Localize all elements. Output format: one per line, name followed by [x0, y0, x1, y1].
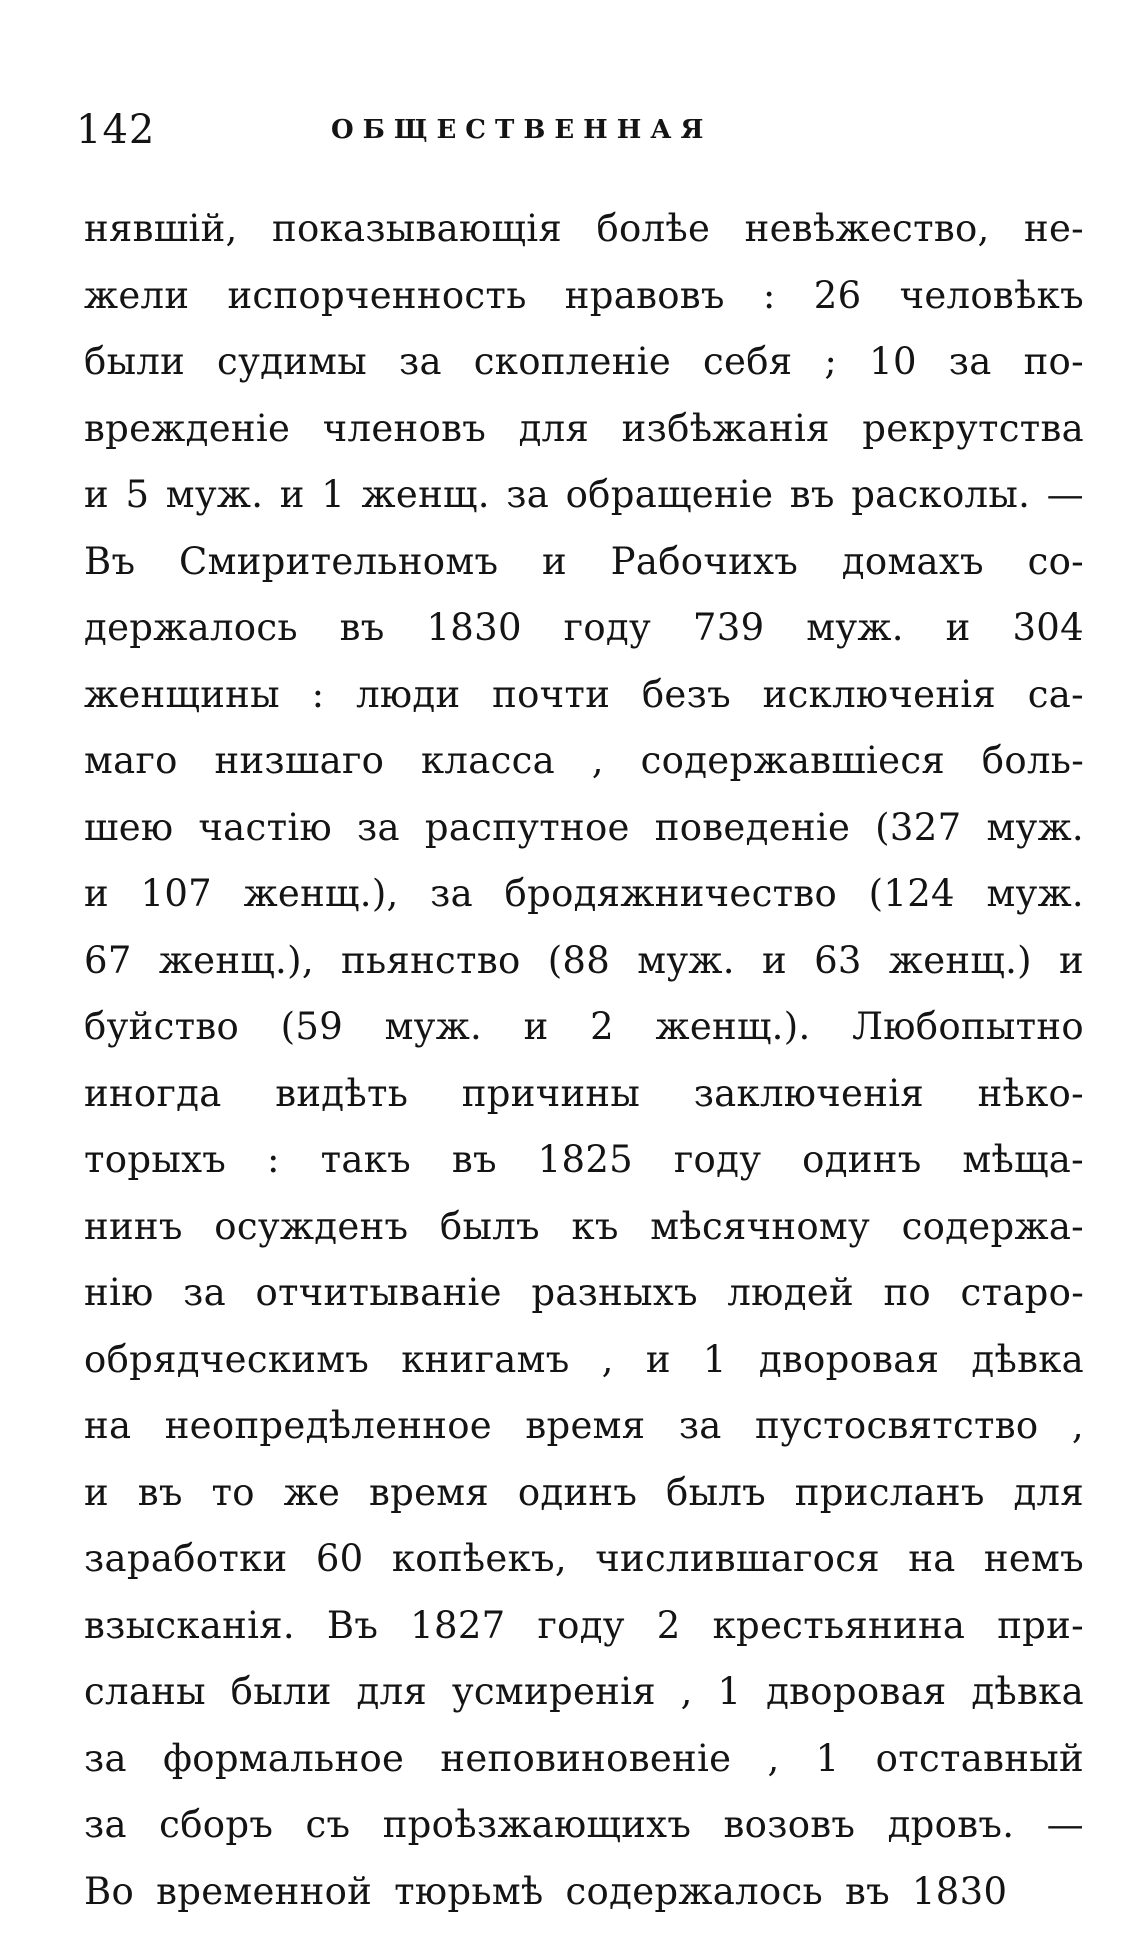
word: женщ.),	[158, 938, 314, 982]
word: и	[523, 1005, 549, 1048]
text-line	[84, 1726, 1084, 1793]
text-line	[84, 462, 1084, 529]
word: рекрутства	[862, 406, 1084, 450]
word: одинъ	[517, 1470, 638, 1514]
word: :	[762, 273, 776, 317]
word: причины	[461, 1071, 641, 1115]
text-line	[84, 396, 1084, 463]
running-title: ОБЩЕСТВЕННАЯ	[331, 115, 713, 145]
word: ,	[767, 1736, 780, 1780]
word: былъ	[439, 1204, 540, 1248]
word: ,	[680, 1670, 693, 1713]
word: нявшій,	[84, 207, 238, 250]
word: году	[563, 606, 652, 649]
word: Любопытно	[852, 1005, 1084, 1048]
word: дворовая	[758, 1337, 940, 1381]
word: держалось	[84, 606, 298, 649]
word: по-	[1023, 340, 1084, 383]
word: за	[183, 1271, 226, 1314]
word: 1	[717, 1670, 742, 1713]
word: 107	[140, 872, 213, 915]
word: пустосвятство	[755, 1404, 1039, 1447]
text-line	[84, 1859, 1084, 1926]
word: (59	[280, 1005, 344, 1048]
word: 63	[814, 938, 862, 982]
word: маго	[84, 739, 178, 782]
word: мѣща-	[962, 1138, 1084, 1181]
text-line	[84, 595, 1084, 662]
word: боль-	[981, 739, 1084, 782]
word: (327	[875, 805, 962, 849]
word: почти	[492, 672, 611, 716]
word: и	[1059, 938, 1084, 982]
word: 10	[869, 340, 917, 383]
text-line	[84, 1593, 1084, 1660]
word: за	[948, 340, 992, 383]
word: распутное	[424, 805, 630, 849]
text-line	[84, 1526, 1084, 1593]
word: не-	[1024, 207, 1084, 250]
word: 1	[815, 1736, 840, 1780]
word: безъ	[641, 672, 731, 716]
word: возовъ	[723, 1803, 856, 1846]
word: присланъ	[794, 1470, 985, 1514]
text-line	[84, 662, 1084, 729]
word: муж.	[637, 938, 735, 982]
word: отчитываніе	[255, 1271, 502, 1314]
word: и	[542, 539, 567, 583]
word: са-	[1027, 672, 1084, 716]
word: жели	[84, 273, 190, 317]
word: взысканія.	[84, 1603, 295, 1647]
word: усмиренія	[451, 1670, 656, 1713]
word: въ	[844, 1869, 890, 1913]
word: женщины	[84, 672, 280, 716]
word: въ	[137, 1470, 183, 1514]
word: и	[945, 606, 971, 649]
word: дровъ.	[887, 1803, 1015, 1846]
word: одинъ	[802, 1138, 922, 1181]
word: женщ.).	[655, 1005, 811, 1048]
word: разныхъ	[531, 1271, 698, 1314]
word: со-	[1027, 539, 1084, 583]
word: исключенія	[762, 672, 997, 716]
word: пьянство	[341, 938, 521, 982]
word: нію	[84, 1271, 154, 1314]
word: и	[84, 1470, 109, 1514]
text-line	[84, 728, 1084, 795]
word: женщ.),	[243, 872, 399, 915]
word: испорченность	[227, 273, 527, 317]
word: формальное	[162, 1736, 405, 1780]
word: :	[266, 1138, 280, 1181]
word: обрядческимъ	[84, 1337, 370, 1381]
word: и	[84, 872, 109, 915]
word: неповиновеніе	[440, 1736, 732, 1780]
word: въ	[451, 1138, 497, 1181]
text-line	[84, 928, 1084, 995]
word: 2	[656, 1603, 681, 1647]
page-number: 142	[76, 107, 156, 153]
text-line	[84, 329, 1084, 396]
word: избѣжанія	[621, 406, 830, 450]
word: ;	[824, 340, 838, 383]
body-text	[84, 196, 1084, 1925]
word: люди	[356, 672, 461, 716]
text-line	[84, 1460, 1084, 1527]
word: и	[279, 473, 305, 516]
word: видѣть	[275, 1071, 409, 1115]
word: (124	[868, 872, 955, 915]
word: копѣекъ,	[391, 1537, 567, 1580]
word: домахъ	[841, 539, 984, 583]
word: заключенія	[693, 1071, 924, 1115]
word: 1	[702, 1337, 727, 1381]
word: время	[368, 1470, 490, 1514]
word: тюрьмѣ	[394, 1869, 544, 1913]
word: отставный	[875, 1736, 1084, 1780]
word: 2	[590, 1005, 614, 1048]
word: :	[311, 672, 325, 716]
word: шею	[84, 805, 174, 849]
word: 60	[315, 1537, 364, 1580]
word: 26	[813, 273, 862, 317]
text-line	[84, 994, 1084, 1061]
word: за	[398, 340, 442, 383]
word: на	[84, 1404, 132, 1447]
word: мѣсячному	[650, 1204, 871, 1248]
text-line	[84, 1393, 1084, 1460]
word: за	[84, 1803, 127, 1846]
word: за	[506, 473, 550, 516]
word: Во	[84, 1869, 135, 1913]
word: 1830	[426, 606, 522, 649]
word: при-	[997, 1603, 1084, 1647]
word: году	[673, 1138, 762, 1181]
text-line	[84, 263, 1084, 330]
word: за	[356, 805, 400, 849]
word: Смирительномъ	[179, 539, 499, 583]
word: муж.	[806, 606, 904, 649]
word: 1825	[537, 1138, 634, 1181]
word: дворовая	[766, 1670, 947, 1713]
word: бродяжничество	[504, 872, 838, 915]
word: Рабочихъ	[610, 539, 799, 583]
word: для	[356, 1670, 428, 1713]
word: такъ	[320, 1138, 411, 1181]
word: судимы	[217, 340, 368, 383]
word: женщ.)	[888, 938, 1032, 982]
text-line	[84, 1127, 1084, 1194]
text-line	[84, 861, 1084, 928]
word: частію	[198, 805, 332, 849]
word: врежденіе	[84, 406, 291, 450]
text-line	[84, 1792, 1084, 1859]
word: себя	[703, 340, 793, 383]
word: былъ	[666, 1470, 766, 1514]
word: ,	[601, 1337, 614, 1381]
word: немъ	[983, 1537, 1084, 1580]
word: нѣко-	[977, 1071, 1084, 1115]
word: —	[1046, 473, 1084, 516]
text-line	[84, 529, 1084, 596]
word: муж.	[384, 1005, 483, 1048]
word: году	[537, 1603, 625, 1647]
word: за	[430, 872, 473, 915]
word: за	[84, 1736, 127, 1780]
word: сборъ	[159, 1803, 274, 1846]
word: дѣвка	[971, 1670, 1084, 1713]
word: и	[761, 938, 787, 982]
word: 1830	[911, 1869, 1008, 1913]
word: осужденъ	[214, 1204, 409, 1248]
text-line	[84, 196, 1084, 263]
word: неопредѣленное	[164, 1404, 492, 1447]
word: книгамъ	[401, 1337, 570, 1381]
word: 304	[1012, 606, 1084, 649]
word: по	[883, 1271, 931, 1314]
word: дѣвка	[971, 1337, 1084, 1381]
word: скопленіе	[473, 340, 672, 383]
word: на	[908, 1537, 956, 1580]
word: для	[518, 406, 590, 450]
word: расколы.	[851, 473, 1031, 516]
word: содержа-	[901, 1204, 1084, 1248]
word: муж.	[986, 805, 1084, 849]
text-line	[84, 795, 1084, 862]
word: числившагося	[595, 1537, 880, 1580]
word: же	[283, 1470, 341, 1514]
word: человѣкъ	[899, 273, 1084, 317]
word: въ	[339, 606, 385, 649]
word: невѣжество,	[744, 207, 990, 250]
word: сланы	[84, 1670, 206, 1713]
page-header	[76, 100, 1076, 160]
word: нравовъ	[564, 273, 725, 317]
word: къ	[571, 1204, 619, 1248]
word: (88	[547, 938, 611, 982]
word: —	[1046, 1803, 1084, 1846]
text-line	[84, 1327, 1084, 1394]
word: были	[84, 340, 186, 383]
word: муж.	[986, 872, 1084, 915]
word: Въ	[326, 1603, 379, 1647]
word: нинъ	[84, 1204, 183, 1248]
word: муж.	[165, 473, 264, 516]
word: старо-	[960, 1271, 1084, 1314]
word: содержалось	[565, 1869, 823, 1913]
word: ,	[1071, 1404, 1084, 1447]
word: членовъ	[322, 406, 487, 450]
text-line	[84, 1061, 1084, 1128]
word: были	[230, 1670, 332, 1713]
word: и	[84, 473, 109, 516]
text-line	[84, 1659, 1084, 1726]
word: въ	[789, 473, 835, 516]
word: буйство	[84, 1005, 240, 1048]
word: временной	[156, 1869, 373, 1913]
word: 1	[321, 473, 346, 516]
word: показывающія	[272, 207, 563, 250]
word: поведеніе	[654, 805, 851, 849]
word: 67	[84, 938, 132, 982]
word: класса	[421, 739, 555, 782]
text-line	[84, 1260, 1084, 1327]
word: то	[211, 1470, 255, 1514]
text-line	[84, 1194, 1084, 1261]
word: обращеніе	[565, 473, 774, 516]
word: женщ.	[361, 473, 490, 516]
word: торыхъ	[84, 1138, 227, 1181]
word: содержавшіеся	[640, 739, 946, 782]
word: Въ	[84, 539, 136, 583]
word: 5	[125, 473, 150, 516]
word: 1827	[410, 1603, 506, 1647]
word: за	[678, 1404, 722, 1447]
word: иногда	[84, 1071, 222, 1115]
word: для	[1013, 1470, 1084, 1514]
word: низшаго	[214, 739, 385, 782]
word: крестьянина	[712, 1603, 966, 1647]
word: съ	[305, 1803, 351, 1846]
word: ,	[591, 739, 604, 782]
word: болѣе	[596, 207, 711, 250]
word: время	[525, 1404, 646, 1447]
word: и	[645, 1337, 671, 1381]
word: 739	[692, 606, 765, 649]
word: людей	[727, 1271, 854, 1314]
word: проѣзжающихъ	[382, 1803, 692, 1846]
word: заработки	[84, 1537, 288, 1580]
